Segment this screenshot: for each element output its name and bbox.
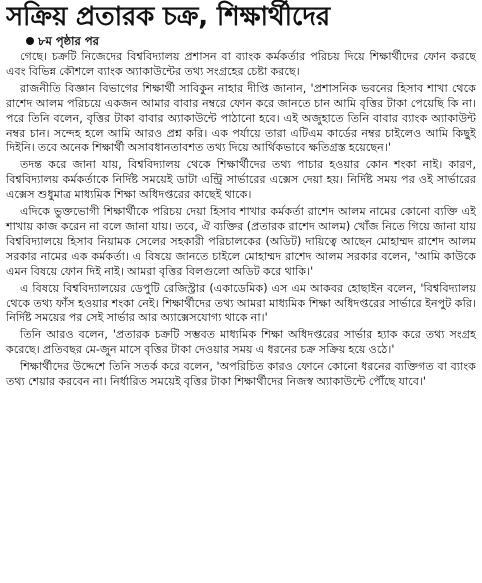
continued-from-line <box>26 34 476 49</box>
headline: সক্রিয় প্রতারক চক্র, শিক্ষার্থীদের <box>6 2 330 32</box>
article-paragraph: তদন্ত করে জানা যায়, বিশ্ববিদ্যালয় থেকে শিক্ষার্থীদের তথ্য পাচার হওয়ার কোন শংকা নাই। কারণ, বিশ্ববিদ্যালয় কর্মকর্তাকে নির্দিষ্ট সময়েই ডাটা এন্ট্রি সার্ভারের এক্সেস দেয়া হয়। নির্দিষ্ট সময় পর ওই সার্ভারের এক্সেস শুধুমাত্র মাধ্যমিক শিক্ষা অধিদপ্তরের কাছেই থাকে। <box>6 158 476 202</box>
article-paragraph: গেছে। চক্রটি নিজেদের বিশ্ববিদ্যালয় প্রশাসন বা ব্যাংক কর্মকর্তার পরিচয় দিয়ে শিক্ষার্থীদের ফোন করছে এবং বিভিন্ন কৌশলে ব্যাংক অ্যাকাউন্টের তথ্য সংগ্রহের চেষ্টা করছে। <box>6 50 476 78</box>
article-paragraph: এ বিষয়ে বিশ্ববিদ্যালয়ের ডেপুটি রেজিস্ট্রার (একাডেমিক) এস এম আকবর হোছাইন বলেন, 'বিশ্ববিদ্যালয় থেকে তথ্য ফাঁস হওয়ার শংকা নেই। শিক্ষার্থীদের তথ্য আমরা মাধ্যমিক শিক্ষা অধিদপ্তরের সার্ভারে ইনপুট করি। নির্দিষ্ট সময়ের পর সেই সার্ভার আর অ্যাক্সেসযোগ্য থাকে না।' <box>6 281 476 325</box>
article-paragraph: তিনি আরও বলেন, 'প্রতারক চক্রটি সম্ভবত মাধ্যমিক শিক্ষা অধিদপ্তরের সার্ভার হ্যাক করে তথ্য সংগ্রহ করেছে। প্রতিবছর মে-জুন মাসে বৃত্তির টাকা দেওয়ার সময় এ ধরনের চক্র সক্রিয় হয়ে ওঠে।' <box>6 328 476 357</box>
article-paragraph: রাজনীতি বিজ্ঞান বিভাগের শিক্ষার্থী সাবিকুন নাহার দীপ্তি জানান, 'প্রশাসনিক ভবনের হিসাব শাখা থেকে রাশেদ আলম পরিচয়ে একজন আমার বাবার নম্বরে ফোন করে জানতে চান আমি বৃত্তির টাকা পেয়েছি কি না। পরে তিনি বলেন, বৃত্তির টাকা বাবার অ্যাকাউন্টে পাঠানো হবে। এই অজুহাতে তিনি বাবার ব্যাংক অ্যাকাউন্ট নম্বর চান। সন্দেহ হলে আমি আরও প্রশ্ন করি। এক পর্যায়ে তারা এটিএম কার্ডের নম্বর চাইলেও আমি কিছুই দিইনি। তবে অনেক শিক্ষার্থী অসাবধানতাবশত তথ্য দিয়ে আর্থিকভাবে ক্ষতিগ্রস্ত হয়েছেন।' <box>6 81 476 155</box>
bullet-icon <box>26 37 34 45</box>
article-body <box>6 50 476 390</box>
continued-from-text: ৮ম পৃষ্ঠার পর <box>38 34 99 48</box>
article-paragraph: শিক্ষার্থীদের উদ্দেশে তিনি সতর্ক করে বলেন, 'অপরিচিত কারও ফোনে কোনো ধরনের ব্যক্তিগত বা ব্যাংক তথ্য শেয়ার করবেন না। নির্ধারিত সময়েই বৃত্তির টাকা শিক্ষার্থীদের নিজস্ব অ্যাকাউন্টে পৌঁছে যাবে।' <box>6 360 476 389</box>
article-paragraph: এদিকে ভুক্তভোগী শিক্ষার্থীকে পরিচয় দেয়া হিসাব শাখার কর্মকর্তা রাশেদ আলম নামের কোনো ব্যক্তি এই শাখায় কাজ করেন না বলে জানা যায়। তবে, ঐ ব্যক্তির (প্রতারক রাশেদ আলম) খোঁজ নিতে গিয়ে জানা যায় বিশ্ববিদ্যালয়ে হিসাব নিয়ামক সেলের সহকারী পরিচালকের (অডিট) দায়িত্বে আছেন মোহাম্মদ রাশেদ আলম সরকার নামের এক কর্মকর্তা। এ বিষয়ে জানতে চাইলে মোহাম্মদ রাশেদ আলম সরকার বলেন, 'আমি কাউকে এমন বিষয়ে ফোন দিই নাই। আমরা বৃত্তির বিলগুলো অডিট করে থাকি।' <box>6 205 477 278</box>
